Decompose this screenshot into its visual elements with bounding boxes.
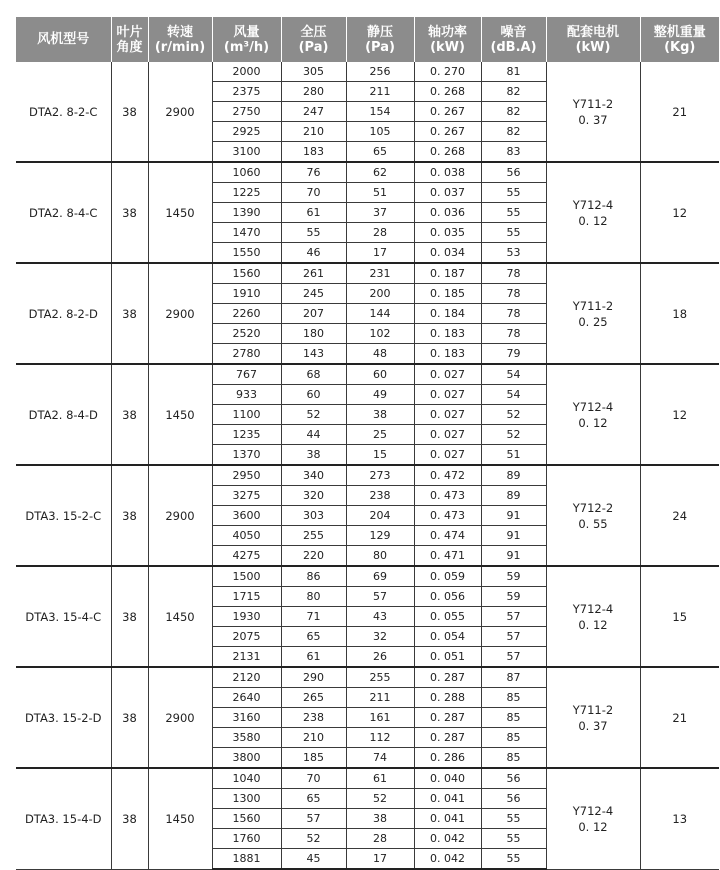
shaft-power-cell: 0. 287 bbox=[414, 728, 481, 748]
airflow-cell: 1715 bbox=[212, 587, 281, 607]
motor-type: Y711-2 bbox=[572, 298, 614, 313]
total-pressure-cell: 38 bbox=[281, 445, 346, 466]
motor-type: Y711-2 bbox=[572, 96, 614, 111]
header-row bbox=[16, 17, 719, 62]
shaft-power-cell: 0. 287 bbox=[414, 667, 481, 688]
airflow-cell: 4050 bbox=[212, 526, 281, 546]
speed-cell: 2900 bbox=[148, 263, 212, 364]
shaft-power-cell: 0. 473 bbox=[414, 506, 481, 526]
weight-cell: 13 bbox=[640, 768, 719, 869]
static-pressure-cell: 105 bbox=[346, 122, 414, 142]
fan-model-cell: DTA2. 8-4-D bbox=[16, 364, 111, 465]
static-pressure-cell: 69 bbox=[346, 566, 414, 587]
shaft-power-cell: 0. 055 bbox=[414, 607, 481, 627]
motor-power: 0. 12 bbox=[578, 415, 608, 430]
column-header bbox=[414, 17, 481, 62]
airflow-cell: 2260 bbox=[212, 304, 281, 324]
weight-cell: 21 bbox=[640, 62, 719, 162]
static-pressure-cell: 211 bbox=[346, 82, 414, 102]
column-header-line: 风量 bbox=[233, 24, 260, 40]
airflow-cell: 1760 bbox=[212, 829, 281, 849]
total-pressure-cell: 45 bbox=[281, 849, 346, 870]
total-pressure-cell: 57 bbox=[281, 809, 346, 829]
speed-cell: 1450 bbox=[148, 162, 212, 263]
table-row bbox=[16, 62, 719, 82]
airflow-cell: 1235 bbox=[212, 425, 281, 445]
speed-cell: 1450 bbox=[148, 364, 212, 465]
weight-cell: 12 bbox=[640, 364, 719, 465]
static-pressure-cell: 38 bbox=[346, 809, 414, 829]
total-pressure-cell: 207 bbox=[281, 304, 346, 324]
table-row bbox=[16, 566, 719, 587]
static-pressure-cell: 28 bbox=[346, 223, 414, 243]
column-header-line: (Pa) bbox=[298, 39, 329, 55]
shaft-power-cell: 0. 027 bbox=[414, 425, 481, 445]
column-header-line: 叶片 bbox=[116, 24, 143, 40]
column-header-line: (m³/h) bbox=[223, 39, 270, 55]
shaft-power-cell: 0. 038 bbox=[414, 162, 481, 183]
noise-cell: 57 bbox=[481, 607, 546, 627]
noise-cell: 55 bbox=[481, 809, 546, 829]
airflow-cell: 2000 bbox=[212, 62, 281, 82]
shaft-power-cell: 0. 185 bbox=[414, 284, 481, 304]
airflow-cell: 2640 bbox=[212, 688, 281, 708]
static-pressure-cell: 15 bbox=[346, 445, 414, 466]
blade-angle-cell: 38 bbox=[111, 62, 148, 162]
noise-cell: 89 bbox=[481, 465, 546, 486]
shaft-power-cell: 0. 037 bbox=[414, 183, 481, 203]
static-pressure-cell: 51 bbox=[346, 183, 414, 203]
noise-cell: 78 bbox=[481, 284, 546, 304]
airflow-cell: 3100 bbox=[212, 142, 281, 163]
shaft-power-cell: 0. 041 bbox=[414, 789, 481, 809]
static-pressure-cell: 49 bbox=[346, 385, 414, 405]
noise-cell: 85 bbox=[481, 728, 546, 748]
airflow-cell: 2375 bbox=[212, 82, 281, 102]
table-row bbox=[16, 667, 719, 688]
motor-cell bbox=[546, 364, 640, 465]
static-pressure-cell: 144 bbox=[346, 304, 414, 324]
column-header bbox=[111, 17, 148, 62]
total-pressure-cell: 52 bbox=[281, 829, 346, 849]
total-pressure-cell: 261 bbox=[281, 263, 346, 284]
speed-cell: 2900 bbox=[148, 465, 212, 566]
column-header-line: (kW) bbox=[430, 39, 465, 55]
airflow-cell: 2950 bbox=[212, 465, 281, 486]
shaft-power-cell: 0. 042 bbox=[414, 829, 481, 849]
speed-cell: 1450 bbox=[148, 768, 212, 869]
airflow-cell: 3275 bbox=[212, 486, 281, 506]
airflow-cell: 2750 bbox=[212, 102, 281, 122]
blade-angle-cell: 38 bbox=[111, 263, 148, 364]
motor-power: 0. 12 bbox=[578, 213, 608, 228]
noise-cell: 59 bbox=[481, 587, 546, 607]
static-pressure-cell: 17 bbox=[346, 243, 414, 264]
static-pressure-cell: 200 bbox=[346, 284, 414, 304]
shaft-power-cell: 0. 270 bbox=[414, 62, 481, 82]
noise-cell: 91 bbox=[481, 506, 546, 526]
total-pressure-cell: 280 bbox=[281, 82, 346, 102]
blade-angle-cell: 38 bbox=[111, 364, 148, 465]
noise-cell: 78 bbox=[481, 324, 546, 344]
column-header-line: (dB.A) bbox=[490, 39, 537, 55]
column-header bbox=[16, 17, 111, 62]
shaft-power-cell: 0. 287 bbox=[414, 708, 481, 728]
static-pressure-cell: 129 bbox=[346, 526, 414, 546]
airflow-cell: 767 bbox=[212, 364, 281, 385]
column-header-line: (kW) bbox=[575, 39, 611, 55]
column-header bbox=[546, 17, 640, 62]
total-pressure-cell: 143 bbox=[281, 344, 346, 365]
total-pressure-cell: 255 bbox=[281, 526, 346, 546]
column-header-line: 风机型号 bbox=[37, 32, 90, 47]
noise-cell: 81 bbox=[481, 62, 546, 82]
static-pressure-cell: 62 bbox=[346, 162, 414, 183]
airflow-cell: 1560 bbox=[212, 809, 281, 829]
noise-cell: 85 bbox=[481, 708, 546, 728]
motor-type: Y711-2 bbox=[572, 702, 614, 717]
noise-cell: 79 bbox=[481, 344, 546, 365]
noise-cell: 59 bbox=[481, 566, 546, 587]
static-pressure-cell: 273 bbox=[346, 465, 414, 486]
motor-power: 0. 37 bbox=[578, 112, 608, 127]
table-row bbox=[16, 162, 719, 183]
column-header-line: 整机重量 bbox=[653, 24, 706, 40]
noise-cell: 55 bbox=[481, 829, 546, 849]
airflow-cell: 2520 bbox=[212, 324, 281, 344]
noise-cell: 55 bbox=[481, 183, 546, 203]
motor-cell bbox=[546, 465, 640, 566]
weight-cell: 24 bbox=[640, 465, 719, 566]
table-row bbox=[16, 768, 719, 789]
shaft-power-cell: 0. 183 bbox=[414, 344, 481, 365]
blade-angle-cell: 38 bbox=[111, 162, 148, 263]
column-header-line: (r/min) bbox=[154, 39, 206, 55]
static-pressure-cell: 52 bbox=[346, 789, 414, 809]
total-pressure-cell: 220 bbox=[281, 546, 346, 567]
motor-type: Y712-4 bbox=[572, 197, 614, 212]
shaft-power-cell: 0. 036 bbox=[414, 203, 481, 223]
shaft-power-cell: 0. 184 bbox=[414, 304, 481, 324]
noise-cell: 82 bbox=[481, 122, 546, 142]
static-pressure-cell: 238 bbox=[346, 486, 414, 506]
total-pressure-cell: 247 bbox=[281, 102, 346, 122]
weight-cell: 12 bbox=[640, 162, 719, 263]
blade-angle-cell: 38 bbox=[111, 566, 148, 667]
fan-model-cell: DTA3. 15-4-D bbox=[16, 768, 111, 869]
total-pressure-cell: 80 bbox=[281, 587, 346, 607]
shaft-power-cell: 0. 042 bbox=[414, 849, 481, 870]
static-pressure-cell: 17 bbox=[346, 849, 414, 870]
column-header-line: 静压 bbox=[366, 24, 393, 40]
fan-model-cell: DTA3. 15-2-C bbox=[16, 465, 111, 566]
motor-power: 0. 25 bbox=[578, 314, 608, 329]
noise-cell: 78 bbox=[481, 263, 546, 284]
fan-model-cell: DTA3. 15-4-C bbox=[16, 566, 111, 667]
airflow-cell: 1550 bbox=[212, 243, 281, 264]
table-row bbox=[16, 263, 719, 284]
airflow-cell: 1370 bbox=[212, 445, 281, 466]
total-pressure-cell: 303 bbox=[281, 506, 346, 526]
shaft-power-cell: 0. 027 bbox=[414, 445, 481, 466]
noise-cell: 56 bbox=[481, 768, 546, 789]
table-row bbox=[16, 364, 719, 385]
motor-cell bbox=[546, 667, 640, 768]
shaft-power-cell: 0. 286 bbox=[414, 748, 481, 769]
motor-type: Y712-2 bbox=[572, 500, 614, 515]
total-pressure-cell: 44 bbox=[281, 425, 346, 445]
static-pressure-cell: 28 bbox=[346, 829, 414, 849]
column-header-line: 噪音 bbox=[500, 24, 527, 40]
airflow-cell: 933 bbox=[212, 385, 281, 405]
noise-cell: 89 bbox=[481, 486, 546, 506]
static-pressure-cell: 38 bbox=[346, 405, 414, 425]
static-pressure-cell: 112 bbox=[346, 728, 414, 748]
motor-power: 0. 37 bbox=[578, 718, 608, 733]
static-pressure-cell: 211 bbox=[346, 688, 414, 708]
column-header-line: 轴功率 bbox=[427, 24, 467, 40]
motor-power: 0. 12 bbox=[578, 617, 608, 632]
total-pressure-cell: 245 bbox=[281, 284, 346, 304]
noise-cell: 56 bbox=[481, 162, 546, 183]
shaft-power-cell: 0. 471 bbox=[414, 546, 481, 567]
airflow-cell: 2925 bbox=[212, 122, 281, 142]
shaft-power-cell: 0. 027 bbox=[414, 364, 481, 385]
airflow-cell: 3800 bbox=[212, 748, 281, 769]
weight-cell: 18 bbox=[640, 263, 719, 364]
airflow-cell: 3160 bbox=[212, 708, 281, 728]
airflow-cell: 4275 bbox=[212, 546, 281, 567]
static-pressure-cell: 60 bbox=[346, 364, 414, 385]
shaft-power-cell: 0. 035 bbox=[414, 223, 481, 243]
static-pressure-cell: 256 bbox=[346, 62, 414, 82]
airflow-cell: 1500 bbox=[212, 566, 281, 587]
shaft-power-cell: 0. 027 bbox=[414, 385, 481, 405]
airflow-cell: 1390 bbox=[212, 203, 281, 223]
static-pressure-cell: 61 bbox=[346, 768, 414, 789]
total-pressure-cell: 320 bbox=[281, 486, 346, 506]
shaft-power-cell: 0. 034 bbox=[414, 243, 481, 264]
motor-type: Y712-4 bbox=[572, 803, 614, 818]
total-pressure-cell: 183 bbox=[281, 142, 346, 163]
fan-model-cell: DTA2. 8-2-D bbox=[16, 263, 111, 364]
shaft-power-cell: 0. 051 bbox=[414, 647, 481, 668]
motor-type: Y712-4 bbox=[572, 399, 614, 414]
airflow-cell: 2120 bbox=[212, 667, 281, 688]
static-pressure-cell: 161 bbox=[346, 708, 414, 728]
static-pressure-cell: 65 bbox=[346, 142, 414, 163]
noise-cell: 82 bbox=[481, 102, 546, 122]
static-pressure-cell: 80 bbox=[346, 546, 414, 567]
motor-cell bbox=[546, 263, 640, 364]
noise-cell: 83 bbox=[481, 142, 546, 163]
weight-cell: 15 bbox=[640, 566, 719, 667]
table-body bbox=[16, 62, 719, 869]
fan-model-cell: DTA3. 15-2-D bbox=[16, 667, 111, 768]
static-pressure-cell: 255 bbox=[346, 667, 414, 688]
blade-angle-cell: 38 bbox=[111, 667, 148, 768]
static-pressure-cell: 102 bbox=[346, 324, 414, 344]
shaft-power-cell: 0. 268 bbox=[414, 142, 481, 163]
total-pressure-cell: 238 bbox=[281, 708, 346, 728]
static-pressure-cell: 57 bbox=[346, 587, 414, 607]
total-pressure-cell: 305 bbox=[281, 62, 346, 82]
shaft-power-cell: 0. 288 bbox=[414, 688, 481, 708]
total-pressure-cell: 65 bbox=[281, 627, 346, 647]
blade-angle-cell: 38 bbox=[111, 465, 148, 566]
noise-cell: 85 bbox=[481, 688, 546, 708]
shaft-power-cell: 0. 054 bbox=[414, 627, 481, 647]
fan-model-cell: DTA2. 8-4-C bbox=[16, 162, 111, 263]
noise-cell: 55 bbox=[481, 849, 546, 870]
total-pressure-cell: 70 bbox=[281, 768, 346, 789]
airflow-cell: 3580 bbox=[212, 728, 281, 748]
static-pressure-cell: 43 bbox=[346, 607, 414, 627]
shaft-power-cell: 0. 472 bbox=[414, 465, 481, 486]
airflow-cell: 2131 bbox=[212, 647, 281, 668]
column-header-line: 配套电机 bbox=[566, 24, 619, 40]
noise-cell: 87 bbox=[481, 667, 546, 688]
noise-cell: 56 bbox=[481, 789, 546, 809]
airflow-cell: 1910 bbox=[212, 284, 281, 304]
airflow-cell: 1930 bbox=[212, 607, 281, 627]
column-header-line: 全压 bbox=[300, 24, 327, 40]
speed-cell: 2900 bbox=[148, 667, 212, 768]
total-pressure-cell: 210 bbox=[281, 122, 346, 142]
noise-cell: 55 bbox=[481, 223, 546, 243]
total-pressure-cell: 210 bbox=[281, 728, 346, 748]
column-header bbox=[212, 17, 281, 62]
blade-angle-cell: 38 bbox=[111, 768, 148, 869]
weight-cell: 21 bbox=[640, 667, 719, 768]
motor-type: Y712-4 bbox=[572, 601, 614, 616]
airflow-cell: 1881 bbox=[212, 849, 281, 870]
column-header-line: 转速 bbox=[166, 24, 193, 40]
noise-cell: 51 bbox=[481, 445, 546, 466]
static-pressure-cell: 32 bbox=[346, 627, 414, 647]
noise-cell: 57 bbox=[481, 647, 546, 668]
total-pressure-cell: 180 bbox=[281, 324, 346, 344]
static-pressure-cell: 231 bbox=[346, 263, 414, 284]
noise-cell: 57 bbox=[481, 627, 546, 647]
shaft-power-cell: 0. 268 bbox=[414, 82, 481, 102]
noise-cell: 54 bbox=[481, 364, 546, 385]
shaft-power-cell: 0. 187 bbox=[414, 263, 481, 284]
noise-cell: 91 bbox=[481, 546, 546, 567]
static-pressure-cell: 25 bbox=[346, 425, 414, 445]
motor-cell bbox=[546, 566, 640, 667]
motor-cell bbox=[546, 768, 640, 869]
airflow-cell: 3600 bbox=[212, 506, 281, 526]
total-pressure-cell: 52 bbox=[281, 405, 346, 425]
total-pressure-cell: 55 bbox=[281, 223, 346, 243]
noise-cell: 78 bbox=[481, 304, 546, 324]
speed-cell: 2900 bbox=[148, 62, 212, 162]
column-header-line: 角度 bbox=[116, 39, 143, 55]
fan-model-cell: DTA2. 8-2-C bbox=[16, 62, 111, 162]
shaft-power-cell: 0. 183 bbox=[414, 324, 481, 344]
speed-cell: 1450 bbox=[148, 566, 212, 667]
airflow-cell: 2780 bbox=[212, 344, 281, 365]
shaft-power-cell: 0. 267 bbox=[414, 102, 481, 122]
noise-cell: 52 bbox=[481, 405, 546, 425]
shaft-power-cell: 0. 040 bbox=[414, 768, 481, 789]
noise-cell: 91 bbox=[481, 526, 546, 546]
motor-cell bbox=[546, 162, 640, 263]
noise-cell: 52 bbox=[481, 425, 546, 445]
motor-power: 0. 12 bbox=[578, 819, 608, 834]
total-pressure-cell: 68 bbox=[281, 364, 346, 385]
noise-cell: 53 bbox=[481, 243, 546, 264]
noise-cell: 55 bbox=[481, 203, 546, 223]
column-header bbox=[281, 17, 346, 62]
shaft-power-cell: 0. 473 bbox=[414, 486, 481, 506]
column-header bbox=[148, 17, 212, 62]
shaft-power-cell: 0. 056 bbox=[414, 587, 481, 607]
airflow-cell: 1560 bbox=[212, 263, 281, 284]
static-pressure-cell: 154 bbox=[346, 102, 414, 122]
total-pressure-cell: 86 bbox=[281, 566, 346, 587]
total-pressure-cell: 61 bbox=[281, 647, 346, 668]
airflow-cell: 1300 bbox=[212, 789, 281, 809]
total-pressure-cell: 71 bbox=[281, 607, 346, 627]
shaft-power-cell: 0. 059 bbox=[414, 566, 481, 587]
noise-cell: 82 bbox=[481, 82, 546, 102]
total-pressure-cell: 61 bbox=[281, 203, 346, 223]
static-pressure-cell: 204 bbox=[346, 506, 414, 526]
fan-spec-table bbox=[16, 17, 719, 870]
total-pressure-cell: 340 bbox=[281, 465, 346, 486]
static-pressure-cell: 48 bbox=[346, 344, 414, 365]
shaft-power-cell: 0. 027 bbox=[414, 405, 481, 425]
static-pressure-cell: 37 bbox=[346, 203, 414, 223]
airflow-cell: 1100 bbox=[212, 405, 281, 425]
column-header-line: (Pa) bbox=[365, 39, 395, 55]
total-pressure-cell: 76 bbox=[281, 162, 346, 183]
total-pressure-cell: 290 bbox=[281, 667, 346, 688]
column-header-line: (Kg) bbox=[664, 39, 696, 55]
airflow-cell: 1060 bbox=[212, 162, 281, 183]
column-header bbox=[640, 17, 719, 62]
motor-power: 0. 55 bbox=[578, 516, 608, 531]
static-pressure-cell: 74 bbox=[346, 748, 414, 769]
total-pressure-cell: 265 bbox=[281, 688, 346, 708]
noise-cell: 85 bbox=[481, 748, 546, 769]
static-pressure-cell: 26 bbox=[346, 647, 414, 668]
table-row bbox=[16, 465, 719, 486]
motor-cell bbox=[546, 62, 640, 162]
total-pressure-cell: 46 bbox=[281, 243, 346, 264]
noise-cell: 54 bbox=[481, 385, 546, 405]
shaft-power-cell: 0. 041 bbox=[414, 809, 481, 829]
airflow-cell: 2075 bbox=[212, 627, 281, 647]
column-header bbox=[346, 17, 414, 62]
airflow-cell: 1470 bbox=[212, 223, 281, 243]
airflow-cell: 1225 bbox=[212, 183, 281, 203]
airflow-cell: 1040 bbox=[212, 768, 281, 789]
total-pressure-cell: 185 bbox=[281, 748, 346, 769]
shaft-power-cell: 0. 474 bbox=[414, 526, 481, 546]
total-pressure-cell: 70 bbox=[281, 183, 346, 203]
shaft-power-cell: 0. 267 bbox=[414, 122, 481, 142]
total-pressure-cell: 65 bbox=[281, 789, 346, 809]
column-header bbox=[481, 17, 546, 62]
total-pressure-cell: 60 bbox=[281, 385, 346, 405]
